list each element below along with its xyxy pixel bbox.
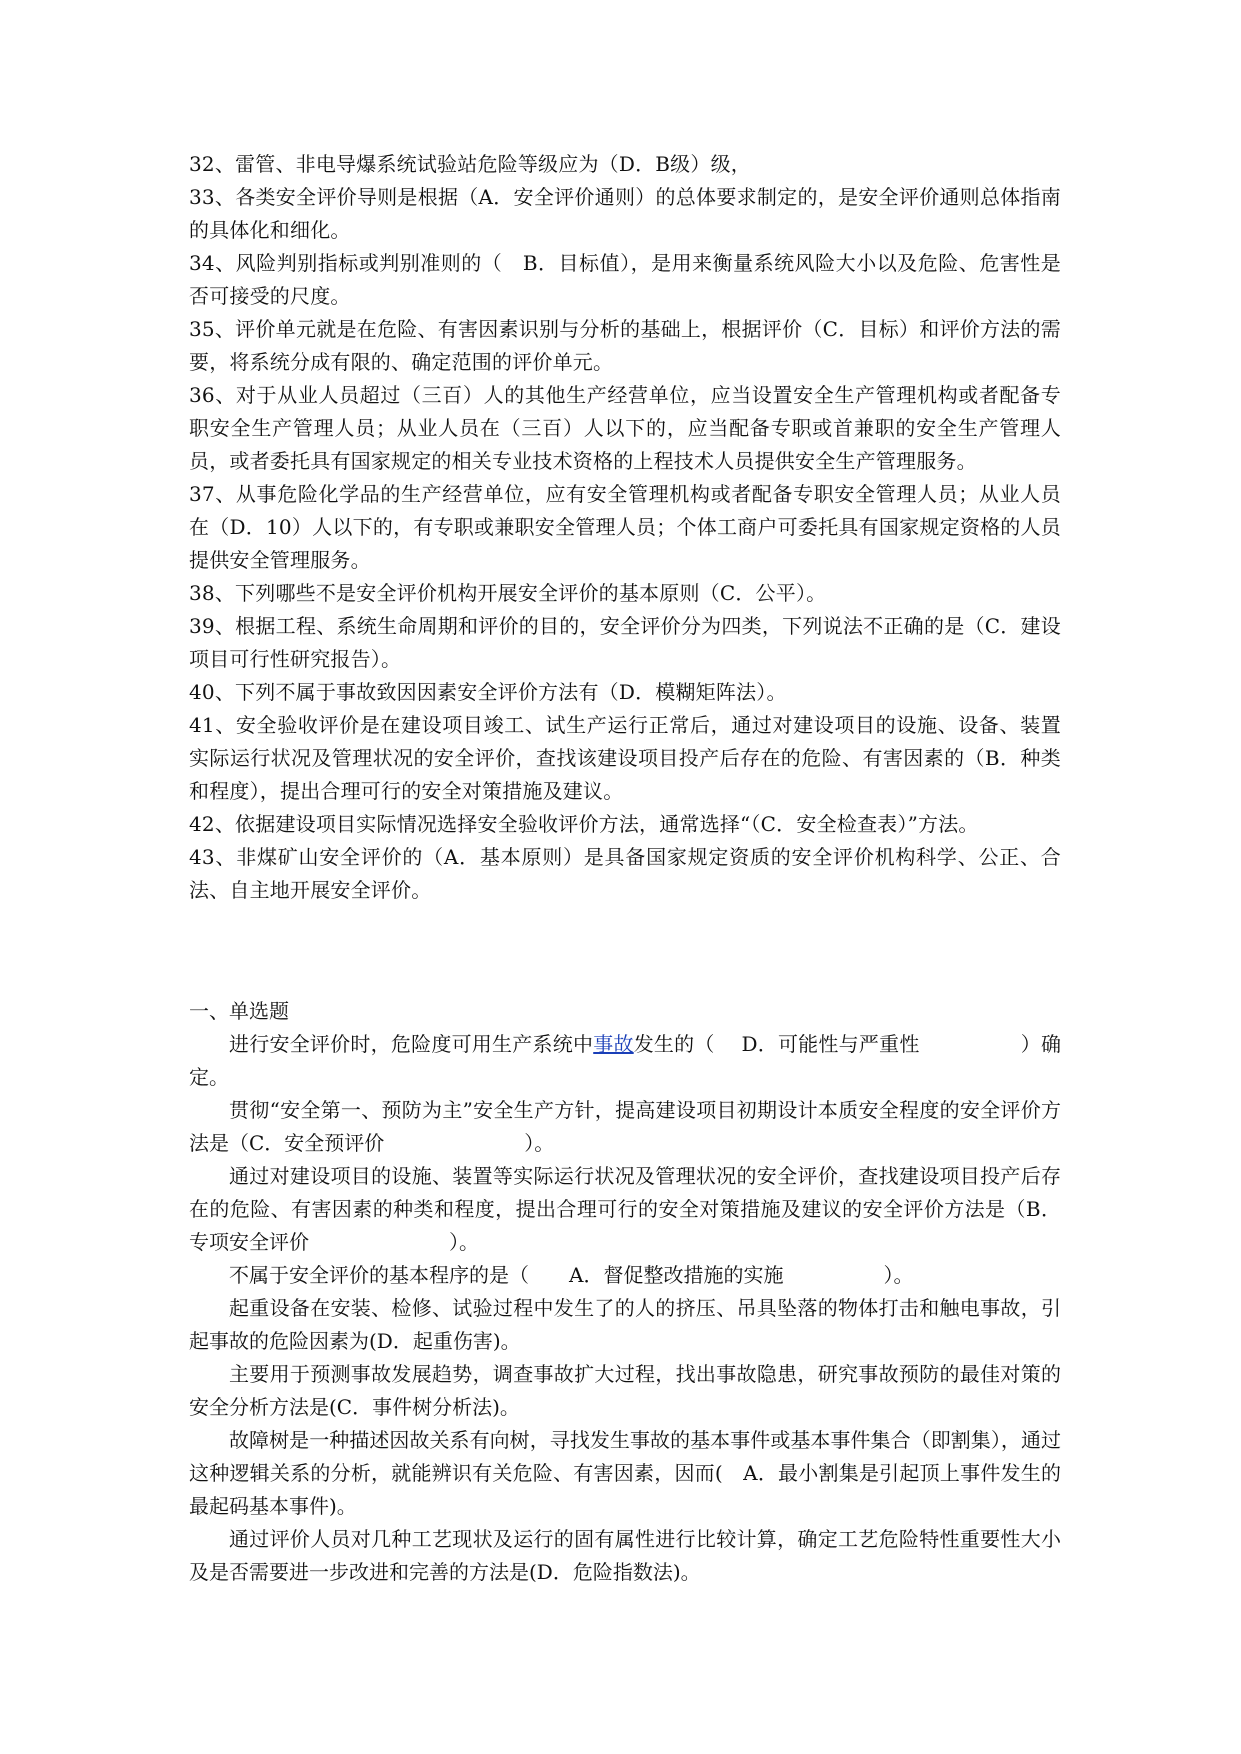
question-42: 42、依据建设项目实际情况选择安全验收评价方法，通常选择“（C．安全检查表）”方法。: [189, 812, 979, 836]
section-spacer: [189, 907, 1061, 995]
document-body: [189, 148, 1061, 1589]
single-choice-item-7: 故障树是一种描述因故关系有向树，寻找发生事故的基本事件或基本事件集合（即割集），通过这种逻辑关系的分析，就能辨识有关危险、有害因素，因而( A．最小割集是引起顶上事件发生的最起码基本事件)。: [189, 1428, 1061, 1518]
question-36: 36、对于从业人员超过（三百）人的其他生产经营单位，应当设置安全生产管理机构或者配备专职安全生产管理人员；从业人员在（三百）人以下的，应当配备专职或首兼职的安全生产管理人员，或者委托具有国家规定的相关专业技术资格的上程技术人员提供安全生产管理服务。: [189, 383, 1061, 473]
question-34: 34、风险判别指标或判别准则的（ B．目标值），是用来衡量系统风险大小以及危险、危害性是否可接受的尺度。: [189, 251, 1061, 308]
question-40: 40、下列不属于事故致因因素安全评价方法有（D．模糊矩阵法）。: [189, 680, 787, 704]
single-choice-item-5: 起重设备在安装、检修、试验过程中发生了的人的挤压、吊具坠落的物体打击和触电事故，引起事故的危险因素为(D．起重伤害)。: [189, 1296, 1061, 1353]
question-43: 43、非煤矿山安全评价的（A．基本原则）是具备国家规定资质的安全评价机构科学、公正、合法、自主地开展安全评价。: [189, 845, 1061, 902]
single-choice-item-3: 通过对建设项目的设施、装置等实际运行状况及管理状况的安全评价，查找建设项目投产后存在的危险、有害因素的种类和程度，提出合理可行的安全对策措施及建议的安全评价方法是（B．专项安全评价 ）。: [189, 1164, 1061, 1254]
single-choice-item-2: 贯彻“安全第一、预防为主”安全生产方针，提高建设项目初期设计本质安全程度的安全评价方法是（C．安全预评价 ）。: [189, 1098, 1061, 1155]
question-35: 35、评价单元就是在危险、有害因素识别与分析的基础上，根据评价（C．目标）和评价方法的需要，将系统分成有限的、确定范围的评价单元。: [189, 317, 1061, 374]
question-39: 39、根据工程、系统生命周期和评价的目的，安全评价分为四类，下列说法不正确的是（C．建设项目可行性研究报告）。: [189, 614, 1061, 671]
question-38: 38、下列哪些不是安全评价机构开展安全评价的基本原则（C．公平）。: [189, 581, 827, 605]
item-text-after-link: 发生的（ D．可能性与严重性 ）确定。: [189, 1032, 1061, 1089]
section-heading: 一、单选题: [189, 999, 289, 1023]
question-32: 32、雷管、非电导爆系统试验站危险等级应为（D．B级）级，: [189, 152, 751, 176]
question-33: 33、各类安全评价导则是根据（A．安全评价通则）的总体要求制定的，是安全评价通则总体指南的具体化和细化。: [189, 185, 1061, 242]
single-choice-item-6: 主要用于预测事故发展趋势，调查事故扩大过程，找出事故隐患，研究事故预防的最佳对策的安全分析方法是(C．事件树分析法)。: [189, 1362, 1061, 1419]
accident-link[interactable]: 事故: [593, 1032, 634, 1056]
single-choice-item-1: [189, 1028, 1061, 1094]
question-37: 37、从事危险化学品的生产经营单位，应有安全管理机构或者配备专职安全管理人员；从业人员在（D．10）人以下的，有专职或兼职安全管理人员；个体工商户可委托具有国家规定资格的人员提供安全管理服务。: [189, 482, 1061, 572]
single-choice-item-8: 通过评价人员对几种工艺现状及运行的固有属性进行比较计算，确定工艺危险特性重要性大小及是否需要进一步改进和完善的方法是(D．危险指数法)。: [189, 1527, 1061, 1584]
single-choice-item-4: 不属于安全评价的基本程序的是（ A．督促整改措施的实施 ）。: [229, 1263, 914, 1287]
item-text-before-link: 进行安全评价时，危险度可用生产系统中: [229, 1032, 594, 1056]
question-41: 41、安全验收评价是在建设项目竣工、试生产运行正常后，通过对建设项目的设施、设备、装置实际运行状况及管理状况的安全评价，查找该建设项目投产后存在的危险、有害因素的（B．种类和程度），提出合理可行的安全对策措施及建议。: [189, 713, 1061, 803]
